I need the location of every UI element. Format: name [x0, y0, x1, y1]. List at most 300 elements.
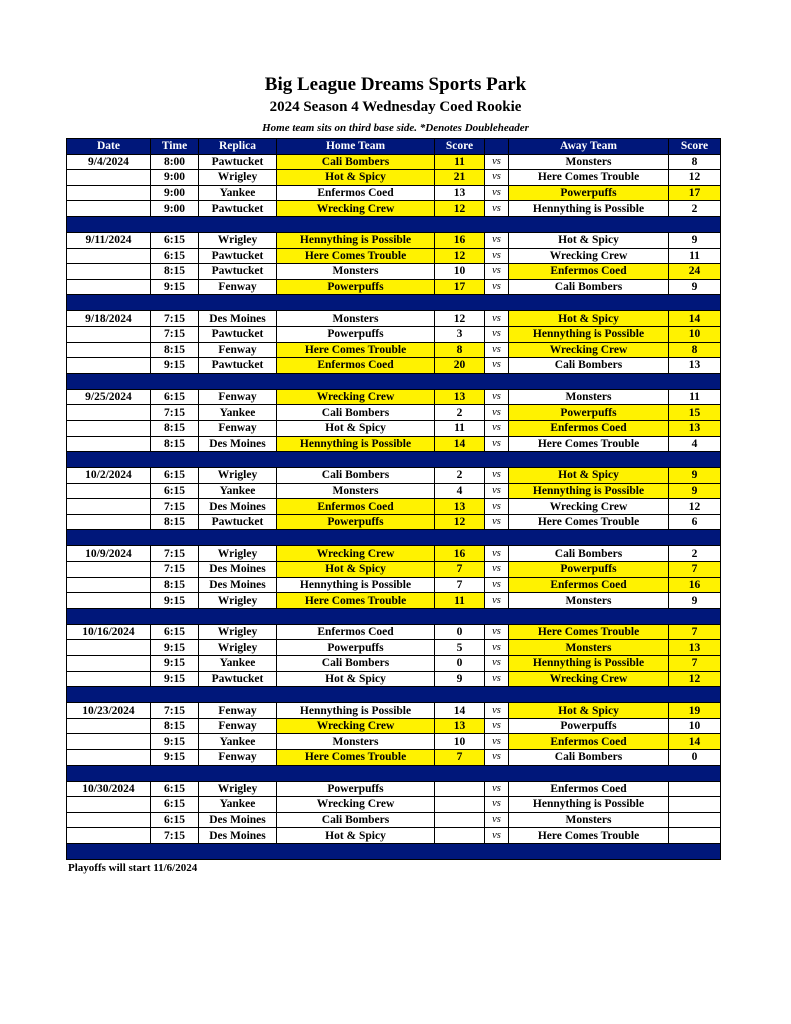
away-score: 13 [669, 640, 721, 656]
away-score: 8 [669, 154, 721, 170]
schedule-table [66, 138, 721, 860]
away-team: Hennything is Possible [509, 326, 669, 342]
home-team: Powerpuffs [277, 326, 435, 342]
table-row [67, 577, 721, 593]
away-score: 9 [669, 468, 721, 484]
away-team: Enfermos Coed [509, 781, 669, 797]
away-score [669, 781, 721, 797]
vs-label: vs [485, 718, 509, 734]
game-replica: Fenway [199, 342, 277, 358]
away-score: 19 [669, 703, 721, 719]
game-replica: Wrigley [199, 232, 277, 248]
away-score: 9 [669, 279, 721, 295]
away-score: 0 [669, 750, 721, 766]
game-time: 9:15 [151, 358, 199, 374]
separator-bar [67, 843, 721, 859]
game-replica: Yankee [199, 734, 277, 750]
separator-bar [67, 608, 721, 624]
game-time: 9:15 [151, 656, 199, 672]
game-date [67, 248, 151, 264]
game-date [67, 499, 151, 515]
game-time: 8:15 [151, 264, 199, 280]
table-row [67, 248, 721, 264]
home-score: 16 [435, 546, 485, 562]
game-date [67, 671, 151, 687]
game-replica: Wrigley [199, 781, 277, 797]
game-replica: Yankee [199, 185, 277, 201]
home-score: 20 [435, 358, 485, 374]
vs-label: vs [485, 154, 509, 170]
away-team: Enfermos Coed [509, 420, 669, 436]
game-date [67, 483, 151, 499]
away-team: Here Comes Trouble [509, 170, 669, 186]
home-score: 10 [435, 264, 485, 280]
vs-label: vs [485, 656, 509, 672]
game-time: 9:00 [151, 170, 199, 186]
home-score: 5 [435, 640, 485, 656]
game-date: 9/4/2024 [67, 154, 151, 170]
game-date [67, 405, 151, 421]
home-team: Hot & Spicy [277, 671, 435, 687]
away-team: Here Comes Trouble [509, 436, 669, 452]
table-row [67, 405, 721, 421]
game-time: 9:15 [151, 750, 199, 766]
header-row [67, 139, 721, 155]
table-row [67, 326, 721, 342]
game-time: 6:15 [151, 483, 199, 499]
away-score: 16 [669, 577, 721, 593]
home-team: Powerpuffs [277, 514, 435, 530]
game-time: 9:15 [151, 640, 199, 656]
home-team: Monsters [277, 483, 435, 499]
game-replica: Wrigley [199, 170, 277, 186]
home-score: 7 [435, 577, 485, 593]
away-team: Wrecking Crew [509, 671, 669, 687]
separator-bar [67, 216, 721, 232]
home-team: Enfermos Coed [277, 499, 435, 515]
home-team: Hot & Spicy [277, 562, 435, 578]
game-time: 7:15 [151, 326, 199, 342]
away-team: Hennything is Possible [509, 797, 669, 813]
away-team: Hennything is Possible [509, 483, 669, 499]
game-time: 6:15 [151, 389, 199, 405]
away-team: Hennything is Possible [509, 656, 669, 672]
game-replica: Yankee [199, 797, 277, 813]
away-score: 6 [669, 514, 721, 530]
game-time: 6:15 [151, 781, 199, 797]
away-score: 9 [669, 593, 721, 609]
game-replica: Des Moines [199, 562, 277, 578]
vs-label: vs [485, 514, 509, 530]
home-score: 14 [435, 436, 485, 452]
table-row [67, 264, 721, 280]
separator-bar [67, 295, 721, 311]
table-row [67, 232, 721, 248]
table-row [67, 593, 721, 609]
game-replica: Yankee [199, 405, 277, 421]
game-date: 10/9/2024 [67, 546, 151, 562]
col-header-date: Date [67, 139, 151, 155]
game-replica: Des Moines [199, 436, 277, 452]
away-team: Powerpuffs [509, 405, 669, 421]
table-row [67, 718, 721, 734]
home-score: 2 [435, 405, 485, 421]
game-date [67, 640, 151, 656]
home-team: Hennything is Possible [277, 232, 435, 248]
vs-label: vs [485, 279, 509, 295]
home-team: Cali Bombers [277, 812, 435, 828]
away-team: Hot & Spicy [509, 232, 669, 248]
game-time: 8:00 [151, 154, 199, 170]
away-team: Monsters [509, 593, 669, 609]
game-replica: Fenway [199, 750, 277, 766]
home-score: 0 [435, 624, 485, 640]
away-score: 10 [669, 718, 721, 734]
game-replica: Des Moines [199, 812, 277, 828]
home-team: Here Comes Trouble [277, 248, 435, 264]
home-team: Hot & Spicy [277, 170, 435, 186]
vs-label: vs [485, 389, 509, 405]
game-date [67, 170, 151, 186]
game-time: 7:15 [151, 546, 199, 562]
home-score: 10 [435, 734, 485, 750]
home-score: 7 [435, 562, 485, 578]
game-time: 8:15 [151, 342, 199, 358]
game-date: 10/2/2024 [67, 468, 151, 484]
col-header-away-score: Score [669, 139, 721, 155]
home-team: Cali Bombers [277, 468, 435, 484]
home-team: Monsters [277, 311, 435, 327]
away-score: 14 [669, 734, 721, 750]
home-score: 4 [435, 483, 485, 499]
away-score: 10 [669, 326, 721, 342]
away-team: Powerpuffs [509, 718, 669, 734]
home-team: Here Comes Trouble [277, 750, 435, 766]
separator-bar [67, 373, 721, 389]
away-score: 2 [669, 201, 721, 217]
table-row [67, 797, 721, 813]
game-replica: Des Moines [199, 577, 277, 593]
home-score: 13 [435, 718, 485, 734]
table-row [67, 546, 721, 562]
away-team: Enfermos Coed [509, 734, 669, 750]
table-row [67, 562, 721, 578]
game-time: 7:15 [151, 828, 199, 844]
away-team: Enfermos Coed [509, 577, 669, 593]
table-row [67, 703, 721, 719]
home-score: 13 [435, 499, 485, 515]
home-team: Enfermos Coed [277, 624, 435, 640]
vs-label: vs [485, 797, 509, 813]
home-score: 21 [435, 170, 485, 186]
game-replica: Des Moines [199, 499, 277, 515]
game-time: 9:15 [151, 671, 199, 687]
away-score: 13 [669, 420, 721, 436]
game-date [67, 436, 151, 452]
home-score [435, 781, 485, 797]
week-separator [67, 530, 721, 546]
vs-label: vs [485, 232, 509, 248]
week-separator [67, 452, 721, 468]
away-team: Powerpuffs [509, 185, 669, 201]
game-replica: Fenway [199, 389, 277, 405]
away-score: 11 [669, 389, 721, 405]
home-score: 2 [435, 468, 485, 484]
away-score [669, 812, 721, 828]
vs-label: vs [485, 546, 509, 562]
game-replica: Pawtucket [199, 514, 277, 530]
game-replica: Fenway [199, 279, 277, 295]
game-time: 8:15 [151, 436, 199, 452]
home-team: Here Comes Trouble [277, 593, 435, 609]
home-score: 9 [435, 671, 485, 687]
game-time: 7:15 [151, 311, 199, 327]
away-score: 17 [669, 185, 721, 201]
vs-label: vs [485, 248, 509, 264]
game-replica: Pawtucket [199, 248, 277, 264]
vs-label: vs [485, 703, 509, 719]
game-date [67, 326, 151, 342]
week-separator [67, 843, 721, 859]
game-time: 6:15 [151, 248, 199, 264]
vs-label: vs [485, 358, 509, 374]
table-row [67, 828, 721, 844]
week-separator [67, 687, 721, 703]
game-time: 6:15 [151, 624, 199, 640]
game-time: 6:15 [151, 812, 199, 828]
table-row [67, 499, 721, 515]
vs-label: vs [485, 311, 509, 327]
home-team: Monsters [277, 264, 435, 280]
table-row [67, 201, 721, 217]
table-row [67, 170, 721, 186]
away-score: 11 [669, 248, 721, 264]
table-row [67, 640, 721, 656]
page-note: Home team sits on third base side. *Denotes Doubleheader [262, 122, 529, 134]
game-time: 7:15 [151, 405, 199, 421]
game-replica: Pawtucket [199, 201, 277, 217]
away-score: 4 [669, 436, 721, 452]
table-row [67, 420, 721, 436]
game-time: 9:00 [151, 185, 199, 201]
game-replica: Wrigley [199, 593, 277, 609]
away-score [669, 828, 721, 844]
home-score: 8 [435, 342, 485, 358]
vs-label: vs [485, 483, 509, 499]
away-score: 12 [669, 170, 721, 186]
vs-label: vs [485, 185, 509, 201]
vs-label: vs [485, 781, 509, 797]
vs-label: vs [485, 201, 509, 217]
vs-label: vs [485, 624, 509, 640]
game-replica: Pawtucket [199, 264, 277, 280]
home-team: Cali Bombers [277, 154, 435, 170]
game-time: 8:15 [151, 577, 199, 593]
home-score: 13 [435, 389, 485, 405]
game-time: 8:15 [151, 718, 199, 734]
away-team: Hot & Spicy [509, 468, 669, 484]
game-replica: Wrigley [199, 624, 277, 640]
page-subtitle: 2024 Season 4 Wednesday Coed Rookie [269, 99, 522, 115]
game-date [67, 656, 151, 672]
away-score: 7 [669, 562, 721, 578]
home-score: 0 [435, 656, 485, 672]
game-date [67, 420, 151, 436]
vs-label: vs [485, 499, 509, 515]
away-team: Cali Bombers [509, 279, 669, 295]
table-row [67, 624, 721, 640]
home-team: Powerpuffs [277, 279, 435, 295]
away-team: Enfermos Coed [509, 264, 669, 280]
week-separator [67, 216, 721, 232]
game-date: 10/23/2024 [67, 703, 151, 719]
away-team: Here Comes Trouble [509, 828, 669, 844]
away-team: Hot & Spicy [509, 703, 669, 719]
game-time: 8:15 [151, 420, 199, 436]
game-replica: Pawtucket [199, 326, 277, 342]
table-row [67, 656, 721, 672]
away-score: 12 [669, 671, 721, 687]
game-date [67, 828, 151, 844]
home-score: 12 [435, 514, 485, 530]
home-score: 12 [435, 311, 485, 327]
game-replica: Fenway [199, 420, 277, 436]
home-team: Cali Bombers [277, 405, 435, 421]
game-time: 7:15 [151, 562, 199, 578]
game-date [67, 562, 151, 578]
week-separator [67, 295, 721, 311]
table-row [67, 342, 721, 358]
home-score: 17 [435, 279, 485, 295]
separator-bar [67, 687, 721, 703]
home-score: 12 [435, 248, 485, 264]
away-score: 8 [669, 342, 721, 358]
vs-label: vs [485, 734, 509, 750]
week-separator [67, 373, 721, 389]
week-separator [67, 765, 721, 781]
vs-label: vs [485, 264, 509, 280]
vs-label: vs [485, 562, 509, 578]
vs-label: vs [485, 436, 509, 452]
game-date [67, 812, 151, 828]
home-score: 7 [435, 750, 485, 766]
table-row [67, 468, 721, 484]
away-team: Cali Bombers [509, 546, 669, 562]
away-score: 13 [669, 358, 721, 374]
home-team: Hot & Spicy [277, 828, 435, 844]
table-row [67, 185, 721, 201]
vs-label: vs [485, 577, 509, 593]
game-replica: Yankee [199, 483, 277, 499]
away-team: Cali Bombers [509, 750, 669, 766]
game-date [67, 185, 151, 201]
table-row [67, 734, 721, 750]
home-team: Hennything is Possible [277, 703, 435, 719]
home-score [435, 828, 485, 844]
table-row [67, 154, 721, 170]
away-team: Monsters [509, 640, 669, 656]
game-replica: Yankee [199, 656, 277, 672]
home-score: 16 [435, 232, 485, 248]
home-score: 11 [435, 420, 485, 436]
away-score: 2 [669, 546, 721, 562]
game-time: 8:15 [151, 514, 199, 530]
table-row [67, 436, 721, 452]
col-header-time: Time [151, 139, 199, 155]
home-score [435, 797, 485, 813]
game-time: 7:15 [151, 499, 199, 515]
game-replica: Wrigley [199, 468, 277, 484]
game-date: 10/30/2024 [67, 781, 151, 797]
home-score: 14 [435, 703, 485, 719]
away-team: Powerpuffs [509, 562, 669, 578]
game-replica: Des Moines [199, 828, 277, 844]
game-date [67, 797, 151, 813]
game-replica: Fenway [199, 718, 277, 734]
home-score [435, 812, 485, 828]
game-replica: Des Moines [199, 311, 277, 327]
table-row [67, 781, 721, 797]
game-date [67, 358, 151, 374]
vs-label: vs [485, 468, 509, 484]
vs-label: vs [485, 828, 509, 844]
col-header-home-team: Home Team [277, 139, 435, 155]
away-score: 9 [669, 483, 721, 499]
home-team: Hennything is Possible [277, 436, 435, 452]
vs-label: vs [485, 593, 509, 609]
table-row [67, 483, 721, 499]
game-time: 6:15 [151, 797, 199, 813]
col-header-away-team: Away Team [509, 139, 669, 155]
away-score [669, 797, 721, 813]
away-score: 24 [669, 264, 721, 280]
separator-bar [67, 530, 721, 546]
home-score: 3 [435, 326, 485, 342]
vs-label: vs [485, 170, 509, 186]
game-date: 9/11/2024 [67, 232, 151, 248]
away-team: Cali Bombers [509, 358, 669, 374]
game-replica: Pawtucket [199, 154, 277, 170]
game-replica: Pawtucket [199, 358, 277, 374]
col-header-home-score: Score [435, 139, 485, 155]
game-time: 9:15 [151, 279, 199, 295]
game-replica: Wrigley [199, 546, 277, 562]
game-replica: Wrigley [199, 640, 277, 656]
table-row [67, 671, 721, 687]
home-team: Hot & Spicy [277, 420, 435, 436]
vs-label: vs [485, 640, 509, 656]
vs-label: vs [485, 671, 509, 687]
table-row [67, 311, 721, 327]
game-date [67, 577, 151, 593]
away-team: Monsters [509, 154, 669, 170]
away-team: Wrecking Crew [509, 248, 669, 264]
home-team: Powerpuffs [277, 781, 435, 797]
away-team: Hot & Spicy [509, 311, 669, 327]
home-team: Monsters [277, 734, 435, 750]
vs-label: vs [485, 420, 509, 436]
home-team: Wrecking Crew [277, 389, 435, 405]
vs-label: vs [485, 405, 509, 421]
game-date [67, 264, 151, 280]
game-replica: Fenway [199, 703, 277, 719]
home-team: Wrecking Crew [277, 718, 435, 734]
table-row [67, 389, 721, 405]
game-time: 7:15 [151, 703, 199, 719]
away-score: 9 [669, 232, 721, 248]
game-date [67, 750, 151, 766]
table-row [67, 750, 721, 766]
